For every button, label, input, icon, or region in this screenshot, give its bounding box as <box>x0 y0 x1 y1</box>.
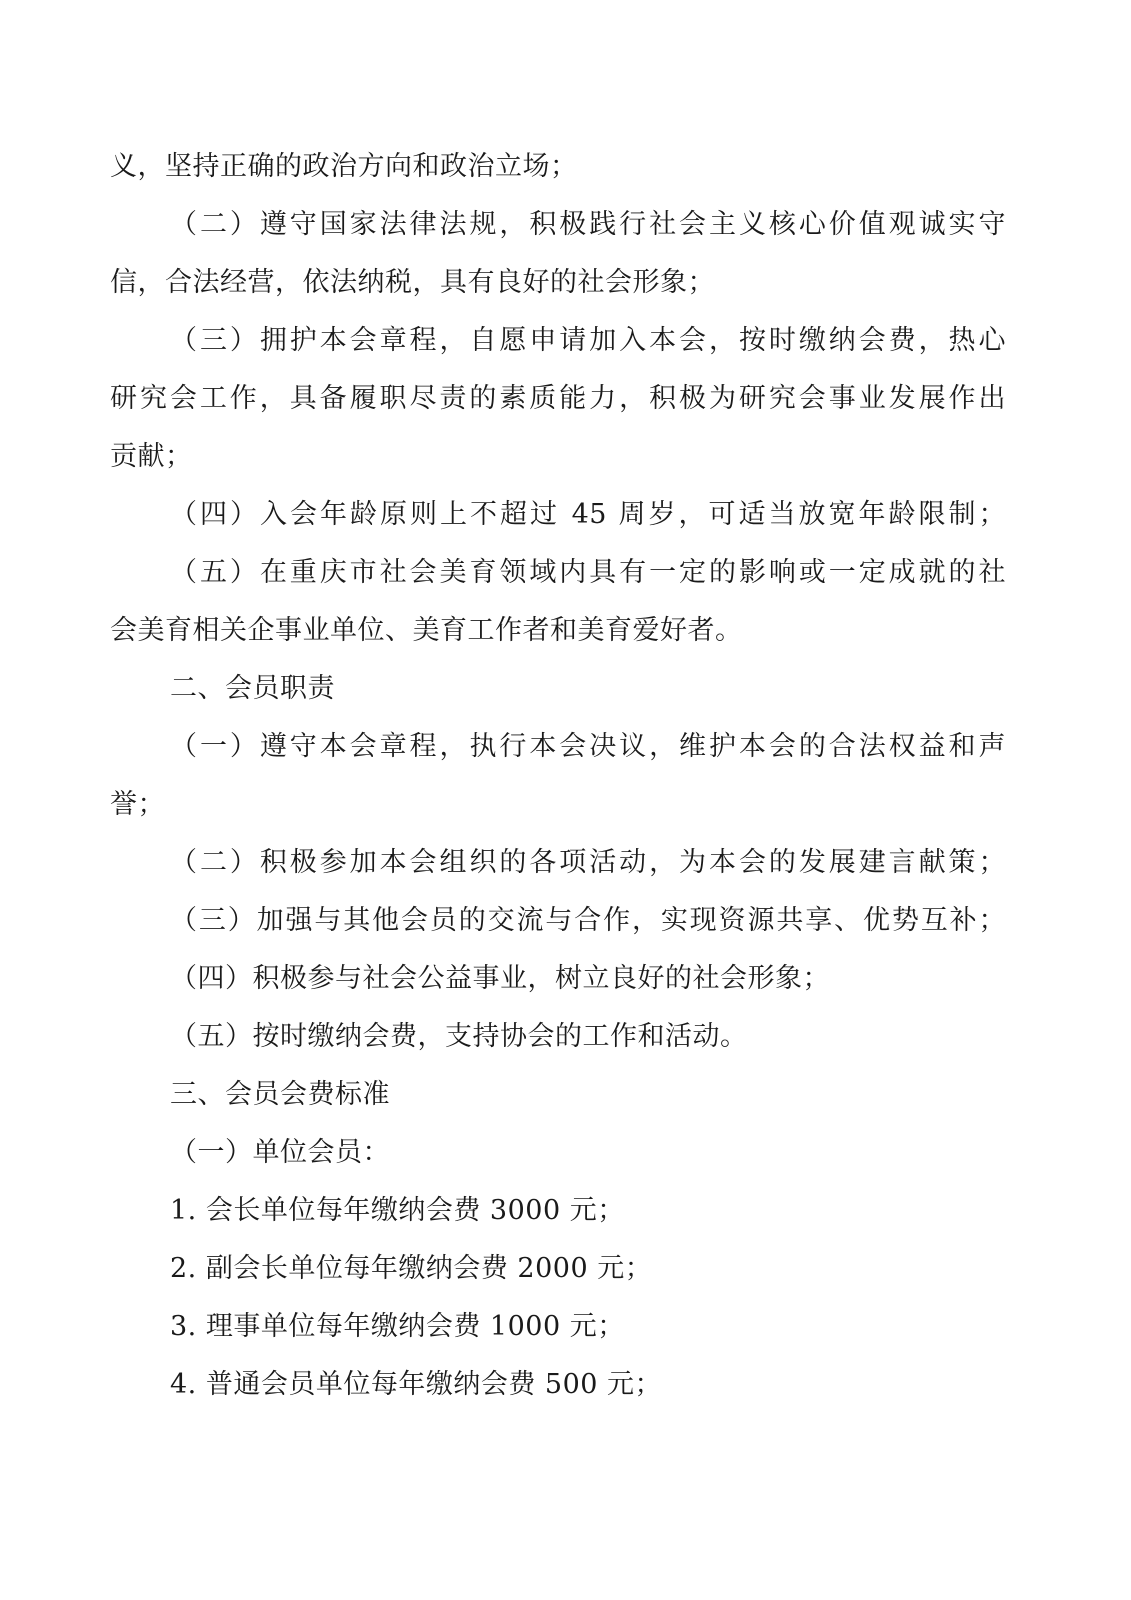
paragraph-line: （四）积极参与社会公益事业，树立良好的社会形象； <box>170 963 830 994</box>
fee-list-item: 4. 普通会员单位每年缴纳会费 500 元； <box>170 1369 663 1400</box>
paragraph-line: 信，合法经营，依法纳税，具有良好的社会形象； <box>110 267 715 298</box>
fee-list-item: 3. 理事单位每年缴纳会费 1000 元； <box>170 1311 625 1342</box>
document-page <box>110 138 1006 1414</box>
paragraph-line: （五）在重庆市社会美育领域内具有一定的影响或一定成就的社 <box>170 557 1006 588</box>
section-heading: 二、会员职责 <box>170 673 335 704</box>
paragraph-line: （一）遵守本会章程，执行本会决议，维护本会的合法权益和声 <box>170 731 1006 762</box>
subsection-heading: （一）单位会员： <box>170 1137 390 1168</box>
paragraph-line: （五）按时缴纳会费，支持协会的工作和活动。 <box>170 1021 748 1052</box>
paragraph-line: 誉； <box>110 789 165 820</box>
paragraph-line: （二）遵守国家法律法规，积极践行社会主义核心价值观诚实守 <box>170 209 1006 240</box>
paragraph-line: 义，坚持正确的政治方向和政治立场； <box>110 151 578 182</box>
paragraph-line: （三）拥护本会章程，自愿申请加入本会，按时缴纳会费，热心 <box>170 325 1006 356</box>
paragraph-line: （四）入会年龄原则上不超过 45 周岁，可适当放宽年龄限制； <box>170 499 1006 530</box>
fee-list-item: 2. 副会长单位每年缴纳会费 2000 元； <box>170 1253 653 1284</box>
paragraph-line: （二）积极参加本会组织的各项活动，为本会的发展建言献策； <box>170 847 1006 878</box>
paragraph-line: 会美育相关企事业单位、美育工作者和美育爱好者。 <box>110 615 743 646</box>
fee-list-item: 1. 会长单位每年缴纳会费 3000 元； <box>170 1195 625 1226</box>
paragraph-line: 研究会工作，具备履职尽责的素质能力，积极为研究会事业发展作出 <box>110 383 1006 414</box>
paragraph-line: 贡献； <box>110 441 193 472</box>
paragraph-line: （三）加强与其他会员的交流与合作，实现资源共享、优势互补； <box>170 905 1006 936</box>
section-heading: 三、会员会费标准 <box>170 1079 390 1110</box>
